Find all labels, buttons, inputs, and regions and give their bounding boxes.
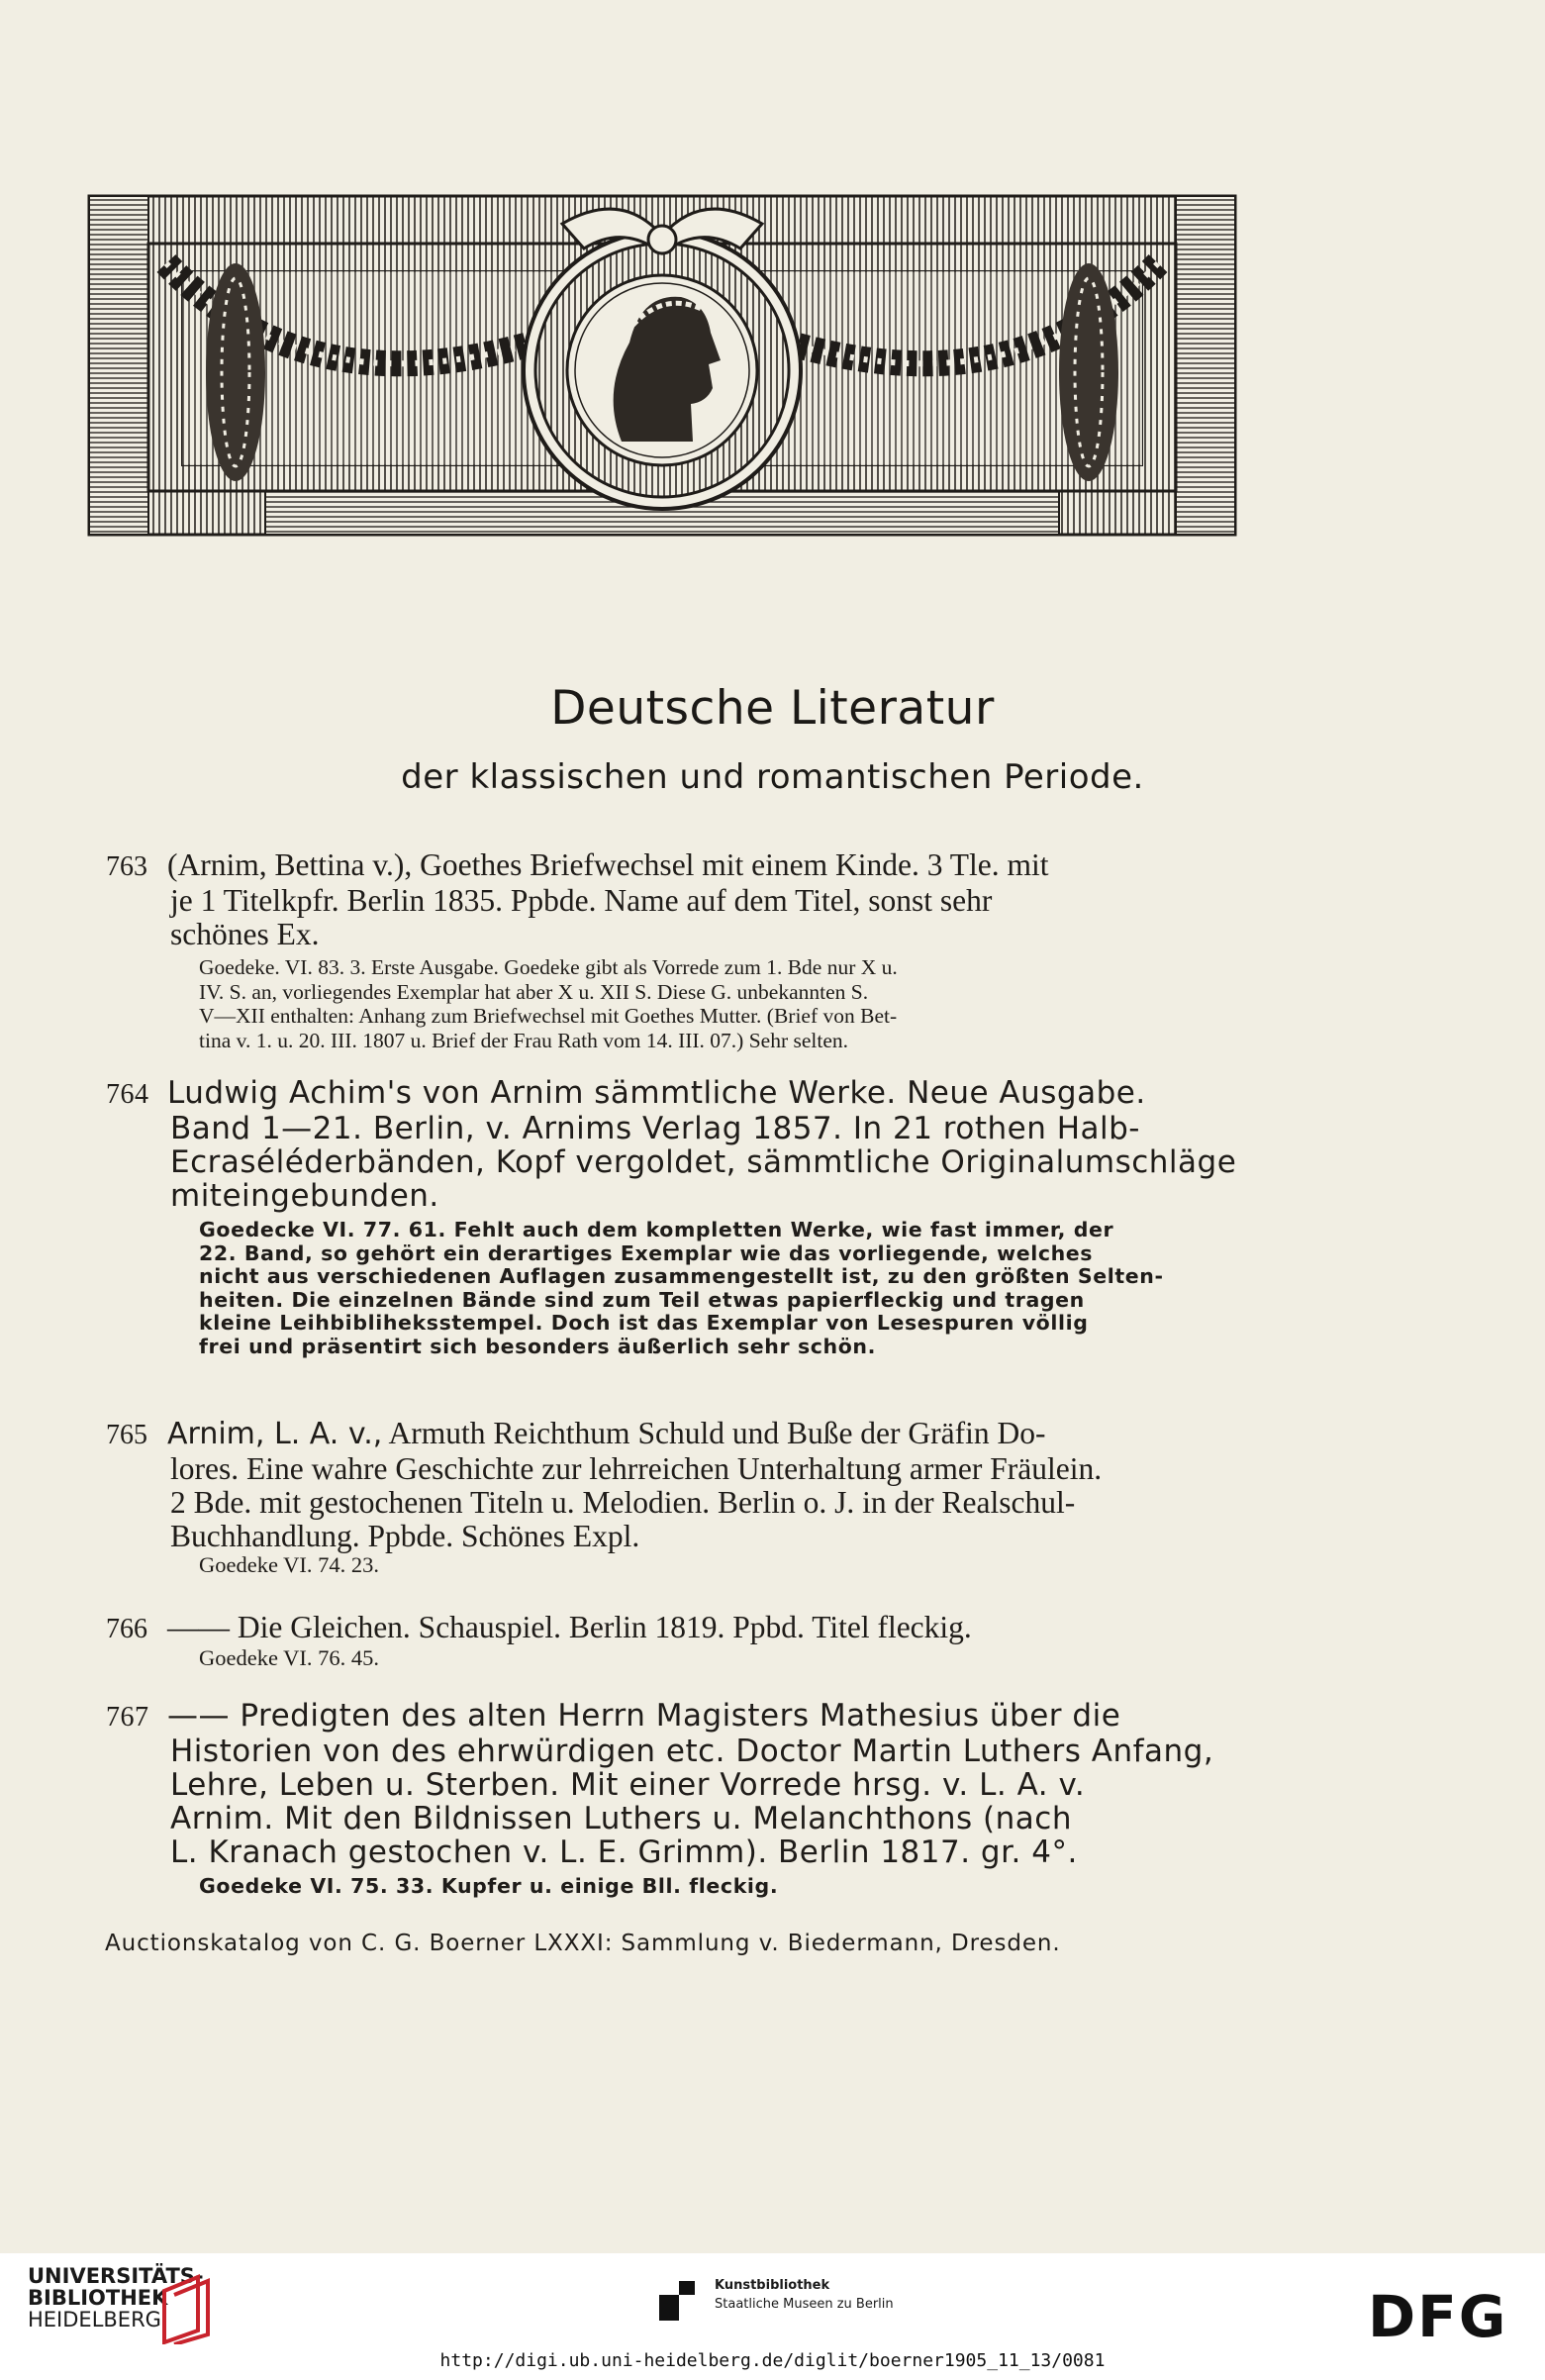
page-title: Deutsche Literatur: [550, 681, 995, 736]
running-footer: Auctionskatalog von C. G. Boerner LXXXI: Sammlung v. Biedermann, Dresden.: [105, 1931, 1061, 1956]
entry-number: 767: [106, 1702, 149, 1733]
ub-heidelberg-mark-icon: [158, 2273, 216, 2344]
kunstbibliothek-logo[interactable]: Kunstbibliothek Staatliche Museen zu Berlin: [715, 2278, 894, 2312]
catalog-entry-767: 767 —— Predigten des alten Herrn Magisters Mathesius über die Historien von des ehrwürdigen etc. Doctor Martin Luthers Anfang, Lehre, Leben u. Sterben. Mit einer Vorrede hrsg. v. L. A. v. Arnim. Mit den Bildnissen Luthers u. Melanchthons (nach L. Kranach gestochen v. L. E. Grimm). Berlin 1817. gr. 4°. Goedeke VI. 75. 33. Kupfer u. einige Bll. fleckig.: [106, 1698, 1214, 1898]
entry-number: 764: [106, 1079, 149, 1110]
entry-number: 763: [106, 851, 147, 882]
catalog-entry-765: 765 Arnim, L. A. v., Armuth Reichthum Schuld und Buße der Gräfin Do- lores. Eine wahre Geschichte zur lehrreichen Unterhaltung armer Fräulein. 2 Bde. mit gestochenen Titeln u. Melodien. Berlin o. J. in der Realschul- Buchhandlung. Ppbde. Schönes Expl. Goedeke VI. 74. 23.: [106, 1416, 1103, 1577]
catalog-entry-766: 766 —— Die Gleichen. Schauspiel. Berlin 1819. Ppbd. Titel fleckig. Goedeke VI. 76. 45.: [106, 1610, 972, 1670]
ornamental-headpiece: [87, 194, 1237, 537]
catalog-entry-764: 764 Ludwig Achim's von Arnim sämmtliche Werke. Neue Ausgabe. Band 1—21. Berlin, v. Arnims Verlag 1857. In 21 rothen Halb- Ecraséléderbänden, Kopf vergoldet, sämmtliche Originalumschläge miteingebunden. Goedecke VI. 77. 61. Fehlt auch dem kompletten Werke, wie fast immer, der 22. Band, so gehört ein derartiges Exemplar wie das vorliegende, welches nicht aus verschiedenen Auflagen zusammengestellt ist, zu den größten Selten- heiten. Die einzelnen Bände sind zum Teil etwas papierfleckig und tragen kleine Leihbibliheksstempel. Doch ist das Exemplar von Lesespuren völlig frei und präsentirt sich besonders äußerlich sehr schön.: [106, 1075, 1237, 1358]
entry-number: 765: [106, 1420, 147, 1450]
university-library-logo[interactable]: UNIVERSITÄTS- BIBLIOTHEK HEIDELBERG: [28, 2264, 204, 2331]
dfg-logo[interactable]: DFG: [1368, 2283, 1508, 2350]
kunstbibliothek-mark-icon: [653, 2277, 701, 2325]
page-subtitle: der klassischen und romantischen Periode.: [401, 757, 1144, 797]
entry-number: 766: [106, 1614, 147, 1644]
permalink-url[interactable]: http://digi.ub.uni-heidelberg.de/diglit/boerner1905_11_13/0081: [439, 2350, 1106, 2371]
catalog-entry-763: 763 (Arnim, Bettina v.), Goethes Briefwechsel mit einem Kinde. 3 Tle. mit je 1 Titelkpfr. Berlin 1835. Ppbde. Name auf dem Titel, sonst sehr schönes Ex. Goedeke. VI. 83. 3. Erste Ausgabe. Goedeke gibt als Vorrede zum 1. Bde nur X u. IV. S. an, vorliegendes Exemplar hat aber X u. XII S. Diese G. unbekannten S. V—XII enthalten: Anhang zum Briefwechsel mit Goethes Mutter. (Brief von Bet- tina v. 1. u. 20. III. 1807 u. Brief der Frau Rath vom 14. III. 07.) Sehr selten.: [106, 847, 1049, 1052]
